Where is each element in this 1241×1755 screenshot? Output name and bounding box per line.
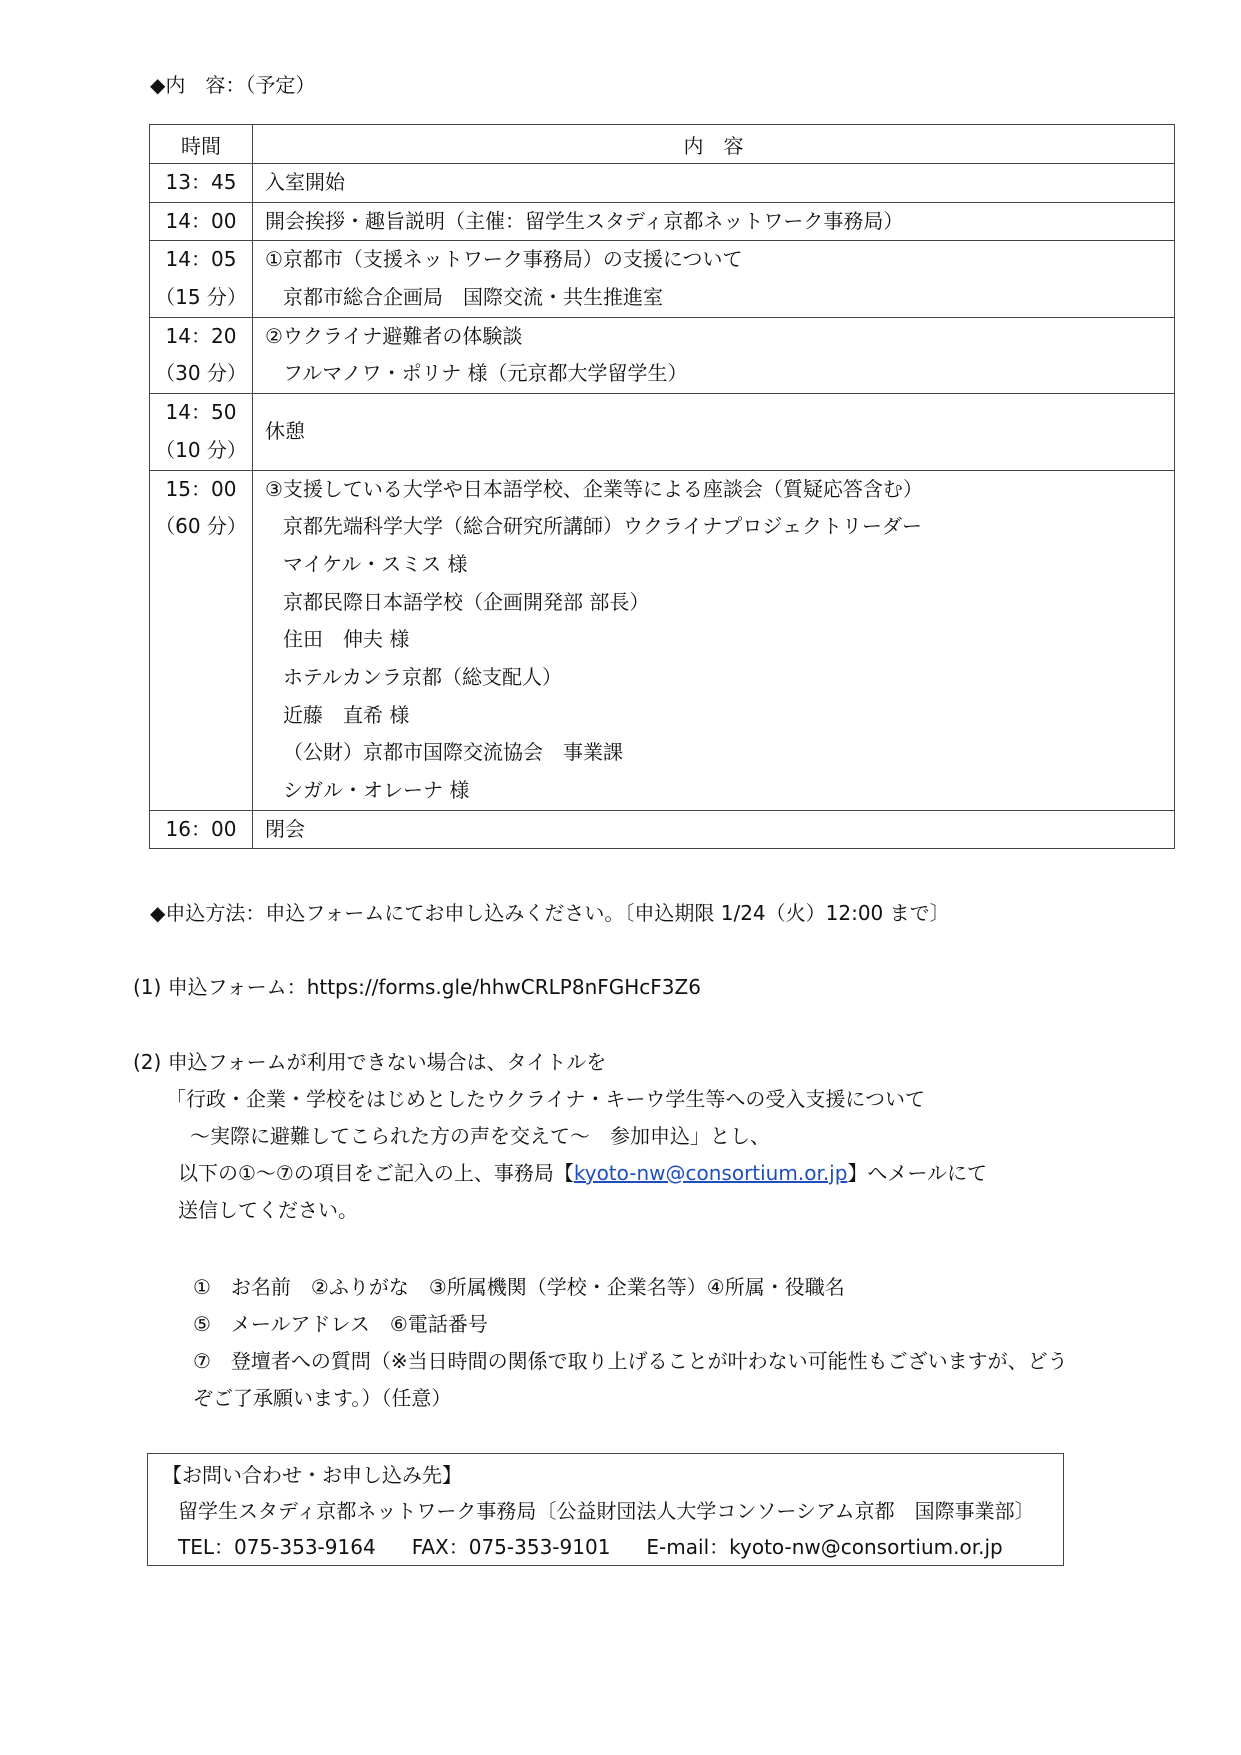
table-row xyxy=(150,202,1175,241)
content-text: 入室開始 xyxy=(265,170,345,194)
time-text: （15 分） xyxy=(155,285,247,310)
time-text: 14：20 xyxy=(165,323,237,348)
content-cell xyxy=(253,810,1175,849)
table-row xyxy=(150,317,1175,393)
contact-title: 【お問い合わせ・お申し込み先】 xyxy=(162,1463,462,1487)
program-heading: ◆内 容：（予定） xyxy=(150,73,316,97)
content-text: ②ウクライナ避難者の体験談 xyxy=(265,323,523,348)
item2-line4-post: 】へメールにて xyxy=(847,1161,988,1185)
table-row xyxy=(150,810,1175,849)
content-cell xyxy=(253,164,1175,203)
table-row xyxy=(150,394,1175,470)
content-text: 休憩 xyxy=(265,418,305,443)
schedule-table xyxy=(149,124,1175,849)
item2-line4-pre: 以下の①～⑦の項目をご記入の上、事務局【 xyxy=(178,1161,574,1185)
content-text: フルマノワ・ポリナ 様（元京都大学留学生） xyxy=(283,361,688,386)
contact-org: 留学生スタディ京都ネットワーク事務局〔公益財団法人大学コンソーシアム京都 国際事業部〕 xyxy=(178,1499,1035,1523)
time-text: 15：00 xyxy=(165,476,237,501)
contact-fax: FAX：075-353-9101 xyxy=(411,1535,611,1559)
time-cell xyxy=(150,317,253,393)
application-item-2-line1: (2) 申込フォームが利用できない場合は、タイトルを xyxy=(133,1050,607,1074)
table-row xyxy=(150,470,1175,810)
header-time: 時間 xyxy=(150,125,253,164)
content-cell xyxy=(253,241,1175,317)
content-text: 住田 伸夫 様 xyxy=(283,627,410,652)
content-text: 閉会 xyxy=(265,816,305,841)
fields-line-1: ① お名前 ②ふりがな ③所属機関（学校・企業名等）④所属・役職名 xyxy=(193,1275,845,1299)
content-text: 開会挨拶・趣旨説明（主催：留学生スタディ京都ネットワーク事務局） xyxy=(265,208,904,233)
content-text: ③支援している大学や日本語学校、企業等による座談会（質疑応答含む） xyxy=(265,476,923,501)
time-text: 14：00 xyxy=(165,208,237,233)
time-cell xyxy=(150,394,253,470)
fields-line-4: ぞご了承願います。）（任意） xyxy=(193,1386,452,1410)
fields-line-3: ⑦ 登壇者への質問（※当日時間の関係で取り上げることが叶わない可能性もございますが、どう xyxy=(193,1349,1068,1373)
content-text: 近藤 直希 様 xyxy=(283,702,410,727)
content-cell xyxy=(253,317,1175,393)
application-item-2-line3: ～実際に避難してこられた方の声を交えて～ 参加申込」とし、 xyxy=(190,1124,770,1148)
time-text: 13：45 xyxy=(165,170,237,194)
time-text: （10 分） xyxy=(155,437,247,462)
content-text: 京都市総合企画局 国際交流・共生推進室 xyxy=(283,285,663,310)
time-cell xyxy=(150,810,253,849)
application-item-2-line4 xyxy=(178,1158,987,1188)
email-link[interactable]: kyoto-nw@consortium.or.jp xyxy=(573,1161,848,1185)
time-cell xyxy=(150,470,253,810)
table-header-row xyxy=(150,125,1175,164)
content-cell xyxy=(253,470,1175,810)
application-item-2-line5: 送信してください。 xyxy=(178,1198,358,1222)
time-cell xyxy=(150,164,253,203)
application-method: ◆申込方法：申込フォームにてお申し込みください。〔申込期限 1/24（火）12:00 まで〕 xyxy=(150,901,950,925)
content-text: シガル・オレーナ 様 xyxy=(283,778,470,802)
time-text: （30 分） xyxy=(155,361,247,386)
content-text: ①京都市（支援ネットワーク事務局）の支援について xyxy=(265,247,743,272)
application-item-2-line2: 「行政・企業・学校をはじめとしたウクライナ・キーウ学生等への受入支援について xyxy=(166,1087,925,1111)
form-url-link[interactable]: https://forms.gle/hhwCRLP8nFGHcF3Z6 xyxy=(306,975,701,999)
application-item-1 xyxy=(133,972,701,1002)
time-text: 14：50 xyxy=(165,400,237,425)
contact-email[interactable]: E-mail：kyoto-nw@consortium.or.jp xyxy=(646,1535,1003,1559)
time-text: 16：00 xyxy=(165,816,237,841)
time-cell xyxy=(150,202,253,241)
content-text: 京都先端科学大学（総合研究所講師）ウクライナプロジェクトリーダー xyxy=(283,514,922,539)
fields-line-2: ⑤ メールアドレス ⑥電話番号 xyxy=(193,1312,488,1336)
content-text: （公財）京都市国際交流協会 事業課 xyxy=(283,740,623,765)
table-row xyxy=(150,241,1175,317)
content-cell xyxy=(253,202,1175,241)
content-text: 京都民際日本語学校（企画開発部 部長） xyxy=(283,589,650,614)
content-text: マイケル・スミス 様 xyxy=(283,551,468,576)
schedule-body xyxy=(150,164,1175,849)
contact-line xyxy=(178,1532,1003,1562)
item1-prefix: (1) 申込フォーム： xyxy=(133,975,307,999)
contact-tel: TEL：075-353-9164 xyxy=(178,1535,376,1559)
content-cell xyxy=(253,394,1175,470)
time-text: 14：05 xyxy=(165,247,237,272)
time-cell xyxy=(150,241,253,317)
table-row xyxy=(150,164,1175,203)
contact-box xyxy=(147,1453,1064,1566)
header-content: 内 容 xyxy=(253,125,1175,164)
time-text: （60 分） xyxy=(155,514,247,539)
content-text: ホテルカンラ京都（総支配人） xyxy=(283,664,562,689)
